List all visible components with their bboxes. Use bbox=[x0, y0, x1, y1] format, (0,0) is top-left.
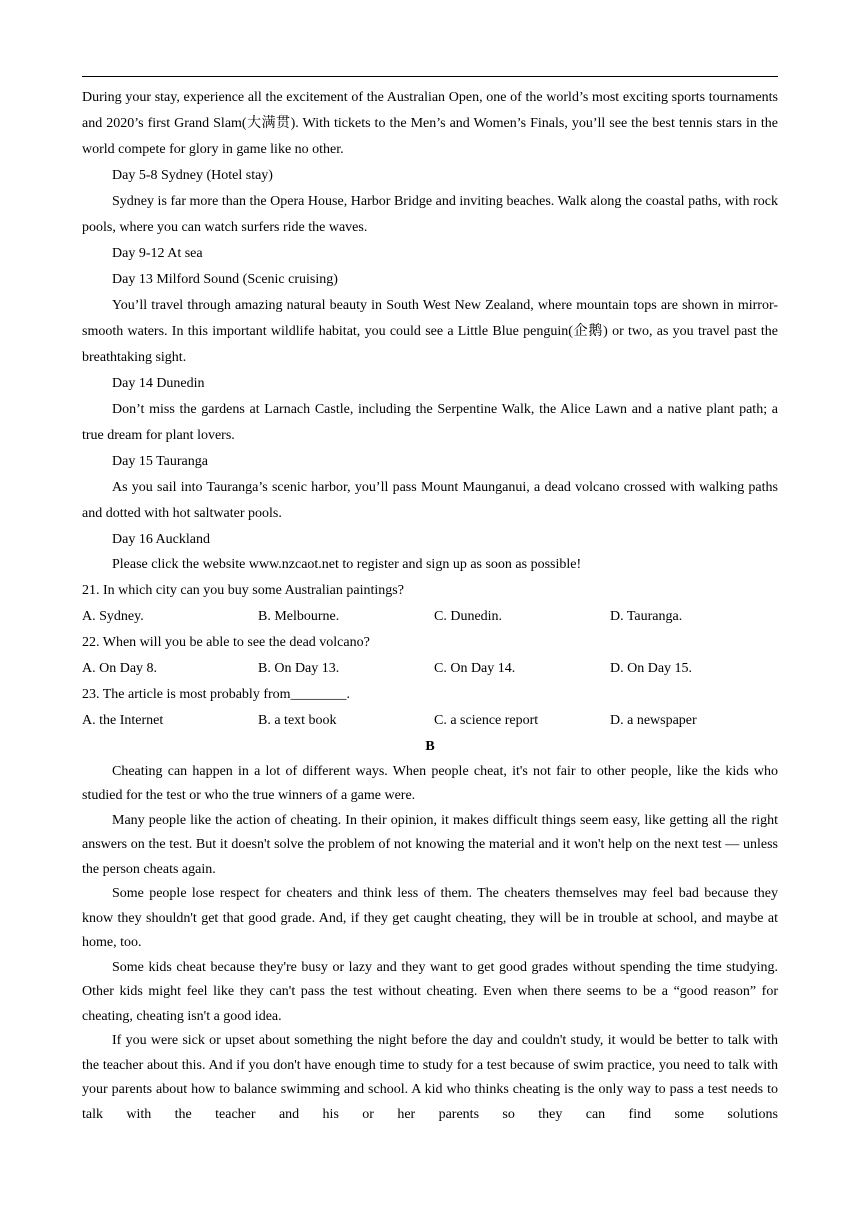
answer-option: B. Melbourne. bbox=[258, 608, 340, 624]
answer-option: C. On Day 14. bbox=[434, 660, 516, 676]
header-rule bbox=[82, 76, 778, 77]
answer-option: A. Sydney. bbox=[82, 608, 144, 624]
answer-option: A. the Internet bbox=[82, 712, 164, 728]
answer-option: A. On Day 8. bbox=[82, 660, 158, 676]
itinerary-day-heading: Day 5-8 Sydney (Hotel stay) bbox=[112, 168, 273, 183]
itinerary-day-heading: Day 14 Dunedin bbox=[112, 376, 205, 391]
itinerary-day-heading: Day 16 Auckland bbox=[112, 532, 210, 547]
answer-option: D. Tauranga. bbox=[610, 608, 683, 624]
answer-option: C. Dunedin. bbox=[434, 608, 503, 624]
passage-a-paragraph: Sydney is far more than the Opera House, Harbor Bridge and inviting beaches. Walk along the coastal paths, with rock pools, where you can watch surfers ride the waves. bbox=[82, 194, 778, 235]
answer-option: D. On Day 15. bbox=[610, 660, 693, 676]
passage-a-paragraph: As you sail into Tauranga’s scenic harbor, you’ll pass Mount Maunganui, a dead volcano crossed with walking paths and dotted with hot saltwater pools. bbox=[82, 480, 778, 521]
question-stem: 21. In which city can you buy some Australian paintings? bbox=[82, 582, 404, 598]
question-stem: 22. When will you be able to see the dead volcano? bbox=[82, 634, 370, 650]
passage-b-paragraph: Some people lose respect for cheaters and think less of them. The cheaters themselves may feel bad because they know they shouldn't get that good grade. And, if they get caught cheating, they will be in trouble at school, and maybe at home, too. bbox=[82, 886, 778, 950]
passage-a-paragraph: You’ll travel through amazing natural beauty in South West New Zealand, where mountain tops are shown in mirror-smooth waters. In this important wildlife habitat, you could see a Little Blue penguin(企鹅) or two, as you travel past the breathtaking sight. bbox=[82, 298, 778, 365]
answer-option: B. On Day 13. bbox=[258, 660, 340, 676]
answer-options bbox=[82, 708, 778, 734]
passage-b-paragraph: If you were sick or upset about something the night before the day and couldn't study, it would be better to talk with the teacher about this. And if you don't have enough time to study for a test because of swim practice, you need to talk with your parents about how to balance swimming and school. A kid who thinks cheating is the only way to pass a test needs to talk with the teacher and his or her parents so they can find some solutions bbox=[82, 1033, 778, 1122]
passage-b-paragraph: Some kids cheat because they're busy or lazy and they want to get good grades without spending the time studying. Other kids might feel like they can't pass the test without cheating. Even when there seems to be a “good reason” for cheating, cheating isn't a good idea. bbox=[82, 959, 778, 1024]
passage-b bbox=[82, 760, 778, 1128]
question-stem: 23. The article is most probably from________. bbox=[82, 686, 351, 702]
answer-option: B. a text book bbox=[258, 712, 337, 728]
passage-b-paragraph: Many people like the action of cheating. In their opinion, it makes difficult things seem easy, like getting all the right answers on the test. But it doesn't solve the problem of not knowing the material and it won't help on the next test — unless the person cheats again. bbox=[82, 812, 778, 877]
itinerary-day-heading: Day 13 Milford Sound (Scenic cruising) bbox=[112, 272, 338, 287]
answer-option: C. a science report bbox=[434, 712, 539, 728]
passage-a-paragraph: Don’t miss the gardens at Larnach Castle, including the Serpentine Walk, the Alice Lawn and a native plant path; a true dream for plant lovers. bbox=[82, 402, 778, 443]
page-content bbox=[82, 85, 778, 1127]
passage-a-paragraph: During your stay, experience all the excitement of the Australian Open, one of the world’s most exciting sports tournaments and 2020’s first Grand Slam(大满贯). With tickets to the Men’s and Women’s Finals, you’ll see the best tennis stars in the world compete for glory in game like no other. bbox=[82, 90, 778, 157]
answer-options bbox=[82, 656, 778, 682]
answer-option: D. a newspaper bbox=[610, 712, 697, 728]
itinerary-day-heading: Day 15 Tauranga bbox=[112, 454, 208, 469]
passage-b-paragraph: Cheating can happen in a lot of different ways. When people cheat, it's not fair to other people, like the kids who studied for the test or who the true winners of a game were. bbox=[82, 763, 778, 803]
itinerary-day-heading: Day 9-12 At sea bbox=[112, 246, 203, 261]
answer-options bbox=[82, 604, 778, 630]
passage-a-paragraph: Please click the website www.nzcaot.net to register and sign up as soon as possible! bbox=[112, 557, 582, 572]
section-heading: B bbox=[425, 738, 435, 754]
